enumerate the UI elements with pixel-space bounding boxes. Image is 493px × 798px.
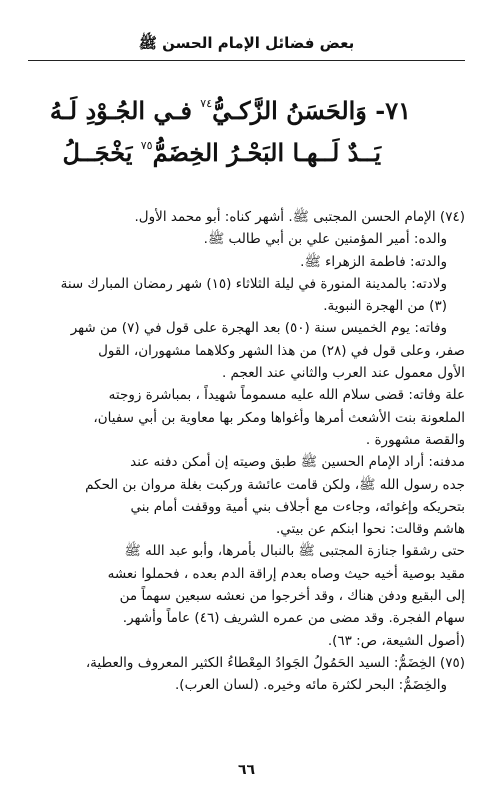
footnote-line: صفر، وعلى قول في (٢٨) من هذا الشهر وكلاهما مشهوران، القول [98,342,465,359]
footnote-line: بتحريكه وإغوائه، وجاءت مع أجلاف بني أمية ووقفت أمام بني [130,498,465,515]
footnote-line: جده رسول الله ﷺ، ولكن قامت عائشة وركبت بغلة مروان بن الحكم [85,476,465,493]
verse-line-2-part-b: يَخْجَــلُ [62,138,133,167]
page-number: ٦٦ [237,762,256,778]
footnote-ref-75[interactable]: ٧٥ [140,139,153,152]
verse-line-1-part-a: وَالحَسَنُ الزَّكـيُّ [212,96,367,125]
footnote-line: حتى رشقوا جنازة المجتبى ﷺ بالنبال بأمرها، وأبو عبد الله ﷺ [124,543,465,560]
verse-number: ٧١- [375,96,411,125]
footnote-line: وفاته: يوم الخميس سنة (٥٠) بعد الهجرة على قول في (٧) من شهر [70,320,447,337]
verse-line-1-part-b: فـي الجُـوْدِ لَـهُ [49,96,192,125]
poem-verse-line-2 [62,138,381,167]
footnote-line: مقيد بوصية أخيه حيث وصاه بعدم إراقة الدم بعده ، فحملوا نعشه [107,565,465,582]
poem-verse-line-1 [50,96,411,125]
footnote-line: (أصول الشيعة، ص: ٦٣). [327,632,465,649]
header-rule [28,60,465,61]
verse-line-2-part-a: يَــدٌ لَــهـا البَحْـرُ الخِضَمُّ [152,138,381,167]
footnote-line: (٣) من الهجرة النبوية. [323,298,447,315]
footnote-line: (٧٤) الإمام الحسن المجتبى ﷺ. أشهر كناه: أبو محمد الأول. [134,209,465,225]
footnote-line: إلى البقيع ودفن هناك ، وقد أخرجوا من نعشه سبعين سهماً من [119,588,465,605]
footnote-line: الملعونة بنت الأشعث أمرها وأغواها ومكر بها معاوية بن أبي سفيان، [93,409,465,426]
footnote-line: والدته: فاطمة الزهراء ﷺ. [300,253,447,270]
running-header: بعض فضائل الإمام الحسن ﷺ [138,34,355,52]
footnote-ref-74[interactable]: ٧٤ [200,97,213,110]
footnote-line: ولادته: بالمدينة المنورة في ليلة الثلاثاء (١٥) شهر رمضان المبارك سنة [60,275,447,292]
footnote-line: (٧٥) الخِضَمُّ: السيد الحَمُولُ الجَوادُ المِعْطاءُ الكثير المعروف والعطية، [85,654,465,671]
footnote-line: والقصة مشهورة . [365,431,465,448]
footnote-line: والخِضَمُّ: البحر لكثرة مائه وخيره. (لسان العرب). [175,677,447,694]
footnote-line: والده: أمير المؤمنين علي بن أبي طالب ﷺ. [203,231,447,248]
footnote-line: مدفنه: أراد الإمام الحسين ﷺ طبق وصيته إن أمكن دفنه عند [130,454,465,471]
footnote-line: سهام الفجرة. وقد مضى من عمره الشريف (٤٦) عاماً وأشهر. [122,610,465,627]
footnote-line: هاشم وقالت: نحوا ابنكم عن بيتي. [276,521,465,538]
footnote-line: الأول معمول عند العرب والثاني عند العجم . [221,365,465,382]
footnote-line: علة وفاته: قضى سلام الله عليه مسموماً شهيداً ، بمباشرة زوجته [108,387,465,404]
footnotes-block [28,206,465,697]
